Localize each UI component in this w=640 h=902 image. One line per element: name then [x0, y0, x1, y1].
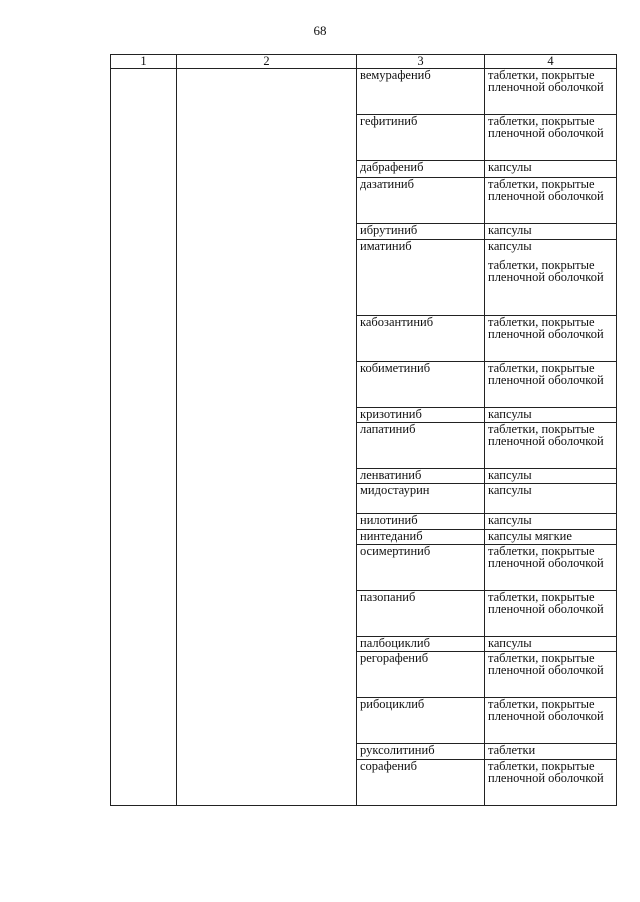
dosage-form-cell [485, 362, 617, 408]
dosage-form-cell [485, 698, 617, 744]
dosage-form-cell [485, 408, 617, 423]
table-body [111, 69, 617, 806]
dosage-form-cell [485, 469, 617, 484]
dosage-form-cell [485, 178, 617, 224]
drug-name: сорафениб [357, 760, 485, 806]
table-row [111, 69, 617, 115]
drug-name: регорафениб [357, 652, 485, 698]
dosage-form: таблетки, покрытые пленочной оболочкой [488, 114, 604, 140]
column-number-2: 2 [177, 55, 357, 69]
drug-name: осимертиниб [357, 545, 485, 591]
page-number: 68 [313, 23, 327, 38]
drug-name: дазатиниб [357, 178, 485, 224]
drug-name: вемурафениб [357, 69, 485, 115]
drug-name: кабозантиниб [357, 316, 485, 362]
column-number-1: 1 [111, 55, 177, 69]
drug-name: пазопаниб [357, 591, 485, 637]
drug-name: иматиниб [357, 240, 485, 316]
dosage-form: таблетки, покрытые пленочной оболочкой [488, 177, 604, 203]
drug-name: руксолитиниб [357, 744, 485, 760]
drug-name: мидостаурин [357, 484, 485, 514]
dosage-form: капсулы [488, 483, 532, 497]
dosage-form: таблетки, покрытые пленочной оболочкой [488, 590, 604, 616]
drug-name: ленватиниб [357, 469, 485, 484]
dosage-form-cell [485, 744, 617, 760]
drug-name: дабрафениб [357, 161, 485, 178]
dosage-form: таблетки, покрытые пленочной оболочкой [488, 697, 604, 723]
drug-name: нилотиниб [357, 514, 485, 530]
dosage-form-cell [485, 423, 617, 469]
dosage-form-cell [485, 637, 617, 652]
drug-name: гефитиниб [357, 115, 485, 161]
drug-name: ибрутиниб [357, 224, 485, 240]
dosage-form: таблетки, покрытые пленочной оболочкой [488, 759, 604, 785]
dosage-form: капсулы мягкие [488, 529, 572, 543]
dosage-form: таблетки, покрытые пленочной оболочкой [488, 258, 604, 284]
column-number-row [111, 55, 617, 69]
dosage-form-cell [485, 484, 617, 514]
column-1-cell [111, 69, 177, 806]
dosage-form: капсулы [488, 407, 532, 421]
dosage-form-cell [485, 760, 617, 806]
dosage-form-cell [485, 652, 617, 698]
drug-name: рибоциклиб [357, 698, 485, 744]
drug-name: палбоциклиб [357, 637, 485, 652]
drug-name: нинтеданиб [357, 530, 485, 545]
dosage-form-cell [485, 316, 617, 362]
dosage-form: капсулы [488, 513, 532, 527]
dosage-form: таблетки, покрытые пленочной оболочкой [488, 361, 604, 387]
dosage-form: таблетки, покрытые пленочной оболочкой [488, 68, 604, 94]
drug-name: кризотиниб [357, 408, 485, 423]
dosage-form: таблетки, покрытые пленочной оболочкой [488, 544, 604, 570]
dosage-form-cell [485, 545, 617, 591]
dosage-form: капсулы [488, 160, 532, 174]
dosage-form: капсулы [488, 468, 532, 482]
column-number-4: 4 [485, 55, 617, 69]
dosage-form: таблетки, покрытые пленочной оболочкой [488, 651, 604, 677]
dosage-form-cell [485, 591, 617, 637]
drug-table [110, 54, 617, 806]
drug-name: кобиметиниб [357, 362, 485, 408]
dosage-form-cell [485, 514, 617, 530]
dosage-form: таблетки [488, 743, 536, 757]
dosage-form: капсулы [488, 636, 532, 650]
dosage-form-cell [485, 161, 617, 178]
drug-name: лапатиниб [357, 423, 485, 469]
dosage-form-cell [485, 530, 617, 545]
column-2-cell [177, 69, 357, 806]
dosage-form-cell [485, 115, 617, 161]
dosage-form-cell [485, 240, 617, 316]
dosage-form: таблетки, покрытые пленочной оболочкой [488, 422, 604, 448]
dosage-form: капсулы [488, 223, 532, 237]
column-number-3: 3 [357, 55, 485, 69]
dosage-form-cell [485, 69, 617, 115]
dosage-form: капсулы [488, 239, 532, 253]
dosage-form: таблетки, покрытые пленочной оболочкой [488, 315, 604, 341]
dosage-form-cell [485, 224, 617, 240]
